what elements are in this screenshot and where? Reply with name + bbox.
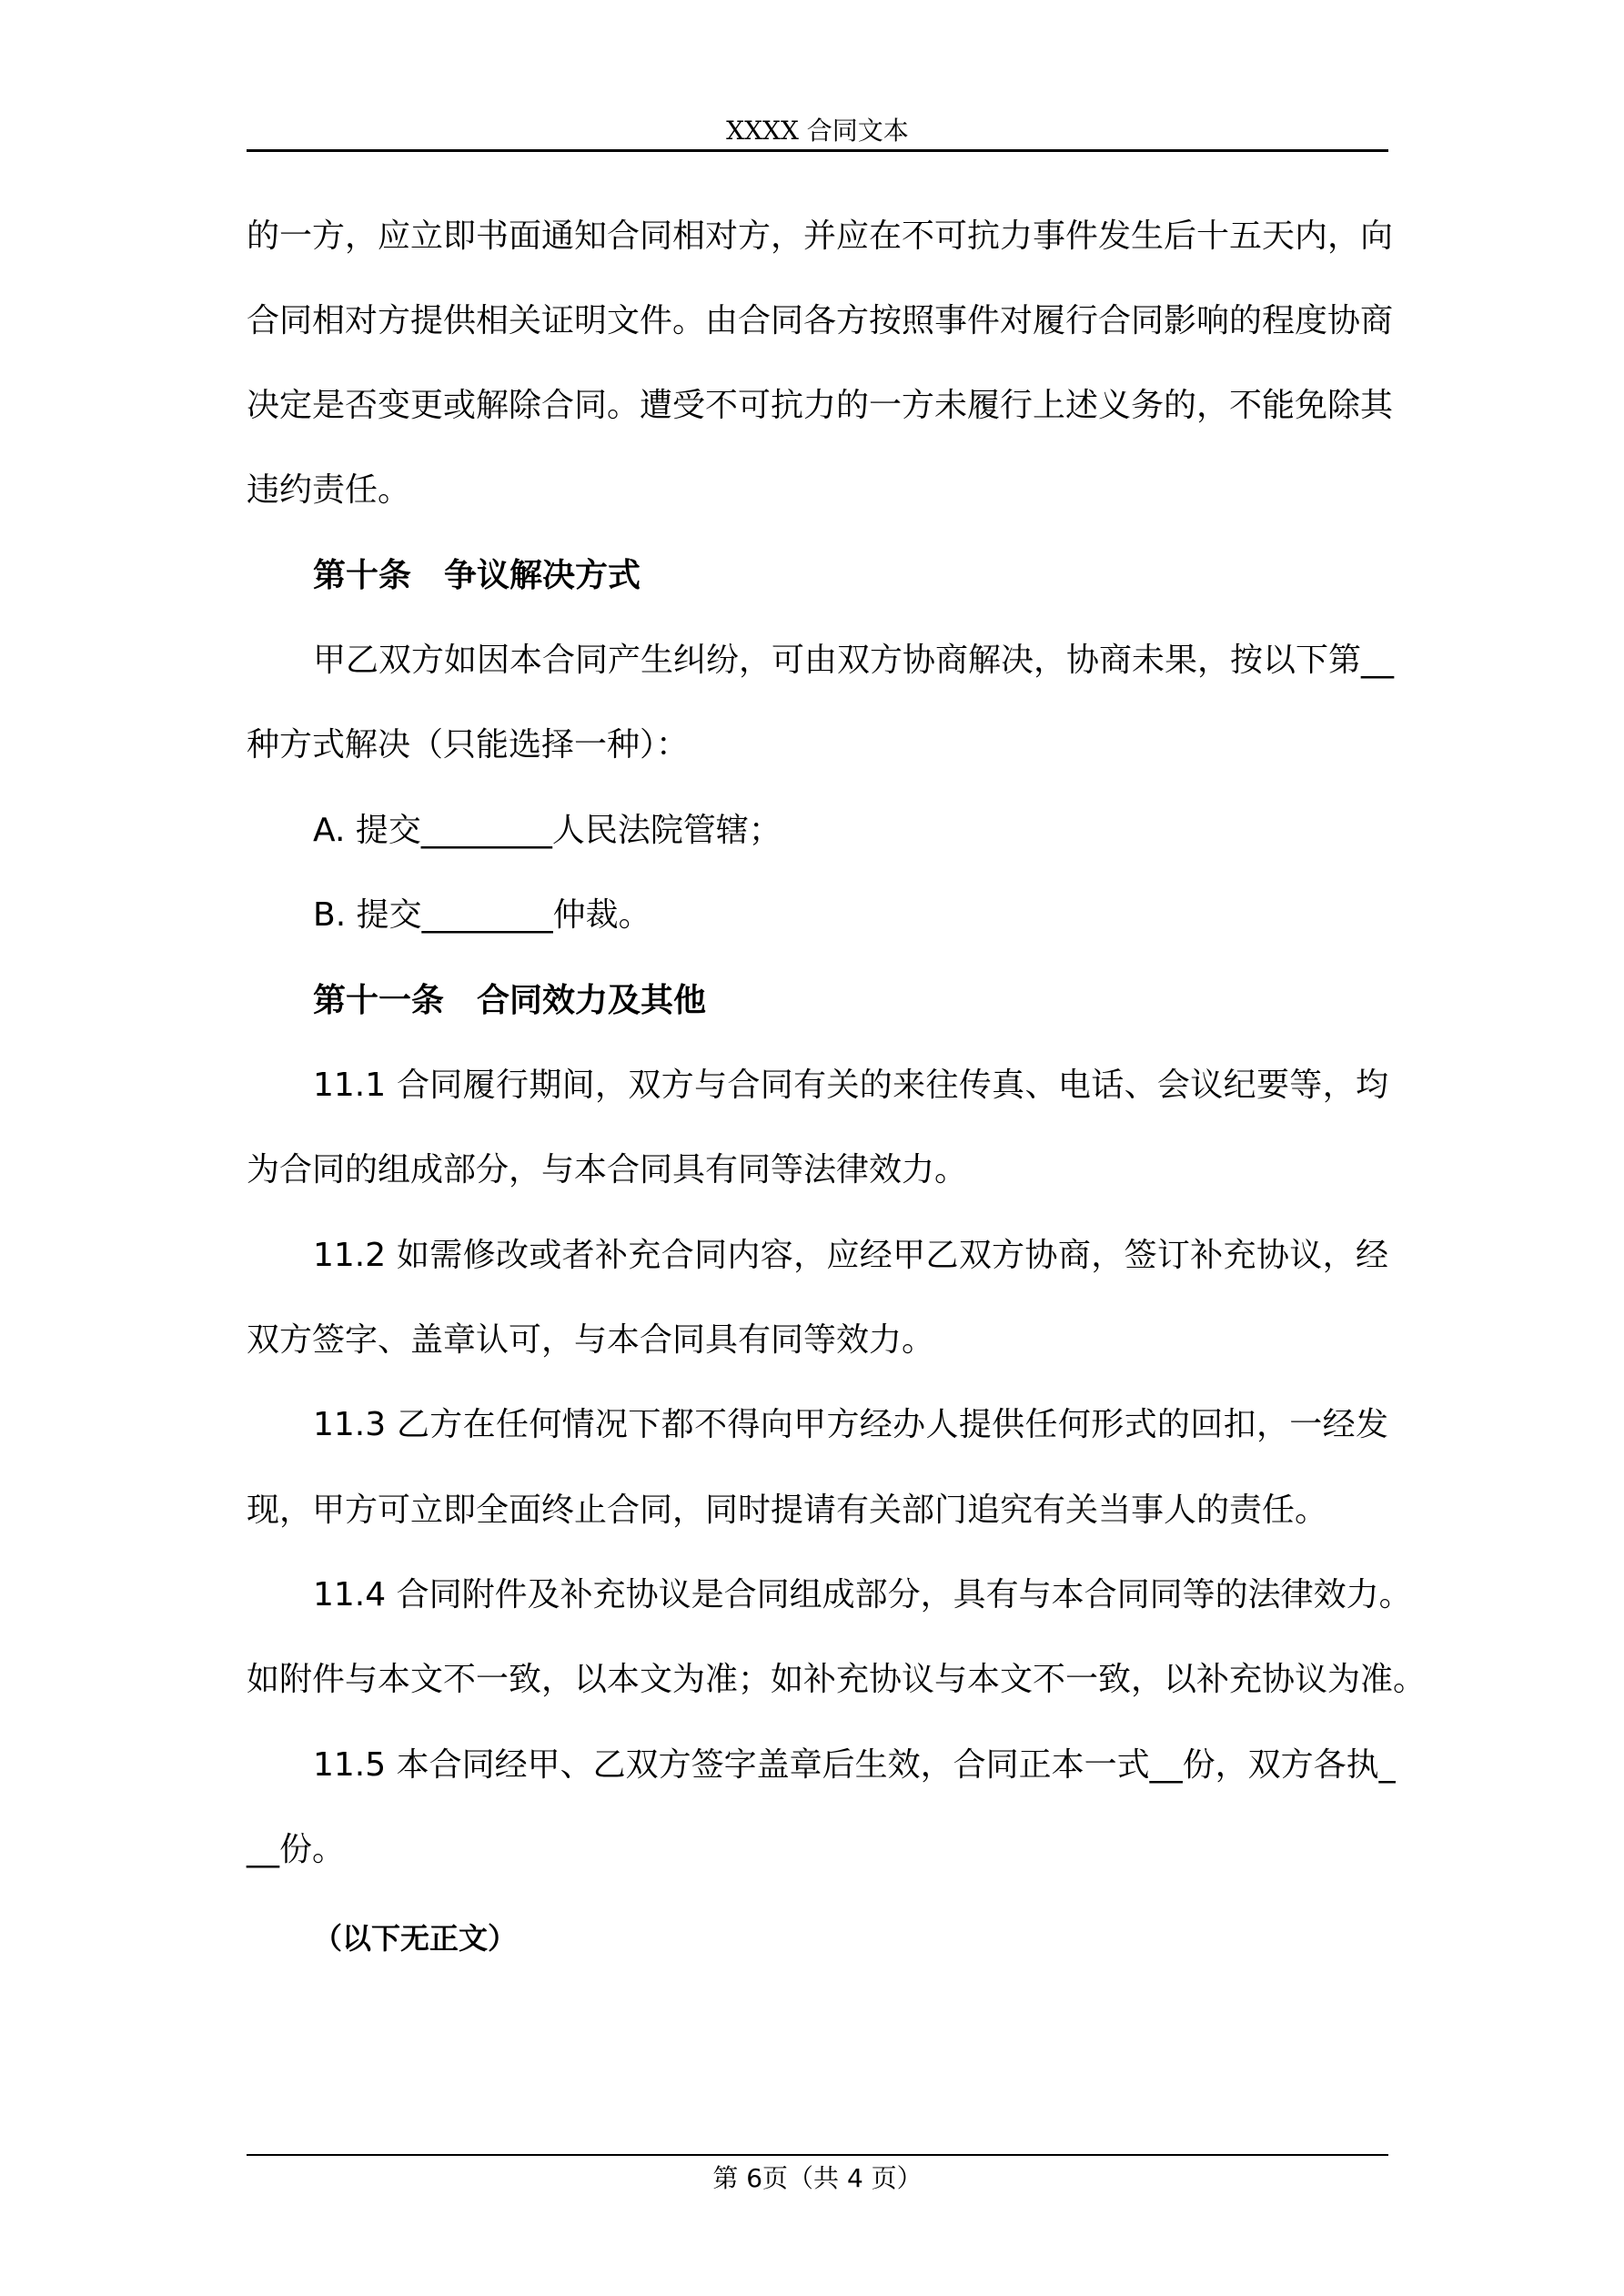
header-divider	[247, 149, 1388, 152]
clause-11-4-line: 11.4 合同附件及补充协议是合同组成部分，具有与本合同同等的法律效力。	[313, 1576, 1412, 1613]
clause-11-1-line: 11.1 合同履行期间，双方与合同有关的来往传真、电话、会议纪要等，均	[313, 1067, 1388, 1104]
section-heading-article-11: 第十一条 合同效力及其他	[313, 982, 707, 1019]
section-heading-article-10: 第十条 争议解决方式	[313, 557, 641, 594]
footer-divider	[247, 2154, 1388, 2156]
clause-11-3-line: 11.3 乙方在任何情况下都不得向甲方经办人提供任何形式的回扣，一经发	[313, 1406, 1388, 1443]
paragraph-line: 现，甲方可立即全面终止合同，同时提请有关部门追究有关当事人的责任。	[247, 1492, 1328, 1529]
paragraph-line: 双方签字、盖章认可，与本合同具有同等效力。	[247, 1321, 935, 1359]
page-number: 第 6页（共 4 页）	[712, 2163, 923, 2193]
paragraph-line: 如附件与本文不一致，以本文为准；如补充协议与本文不一致，以补充协议为准。	[247, 1661, 1427, 1698]
option-a-line: A. 提交________人民法院管辖；	[313, 812, 782, 849]
paragraph-line: 种方式解决（只能选择一种）：	[247, 726, 690, 764]
paragraph-line: 甲乙双方如因本合同产生纠纷，可由双方协商解决，协商未果，按以下第__	[313, 642, 1395, 679]
paragraph-line: 的一方，应立即书面通知合同相对方，并应在不可抗力事件发生后十五天内，向	[247, 217, 1394, 255]
header-title: XXXX 合同文本	[726, 116, 909, 146]
paragraph-line: 违约责任。	[247, 471, 411, 509]
paragraph-line: 合同相对方提供相关证明文件。由合同各方按照事件对履行合同影响的程度协商	[247, 302, 1394, 339]
paragraph-line: 为合同的组成部分，与本合同具有同等法律效力。	[247, 1151, 968, 1188]
paragraph-line: __份。	[247, 1831, 346, 1868]
end-of-text-note: （以下无正文）	[313, 1921, 518, 1956]
clause-11-5-line: 11.5 本合同经甲、乙双方签字盖章后生效，合同正本一式__份，双方各执_	[313, 1746, 1396, 1784]
option-b-line: B. 提交________仲裁。	[313, 896, 651, 934]
paragraph-line: 决定是否变更或解除合同。遭受不可抗力的一方未履行上述义务的，不能免除其	[247, 387, 1394, 424]
clause-11-2-line: 11.2 如需修改或者补充合同内容，应经甲乙双方协商，签订补充协议，经	[313, 1237, 1388, 1274]
